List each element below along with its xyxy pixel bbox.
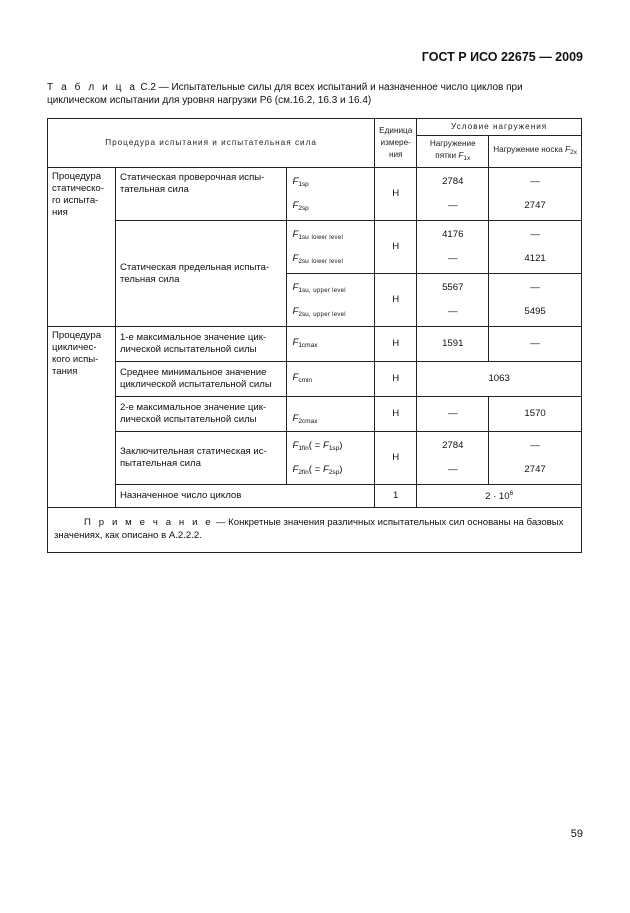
standard-header: ГОСТ Р ИСО 22675 — 2009	[421, 50, 583, 64]
row-cmin-label: Среднее минимальное значение циклической испытательной силы	[115, 362, 286, 397]
row-ult-upper-toe: — 5495	[489, 274, 582, 327]
row-final-unit: Н	[375, 432, 417, 485]
table-row	[48, 362, 582, 397]
header-condition: Условие нагружения	[417, 119, 582, 136]
row-proof-heel: 2784 —	[417, 168, 489, 221]
table-row	[48, 221, 582, 274]
row-cmax2-toe: 1570	[489, 397, 582, 432]
row-cmax1-toe: —	[489, 327, 582, 362]
header-unit: Единица измере-ния	[375, 119, 417, 168]
row-proof-toe: — 2747	[489, 168, 582, 221]
row-ultimate-label: Статическая предельная испыта-тельная сила	[115, 221, 286, 327]
row-cmax2-symbol: $F_{2cmax}$	[287, 397, 375, 432]
table-header-row	[48, 119, 582, 136]
row-ult-lower-heel: 4176 —	[417, 221, 489, 274]
table-row	[48, 168, 582, 221]
table-row	[48, 397, 582, 432]
row-cycles-value: $2 \cdot 10^6$	[417, 485, 582, 508]
header-heel: Нагружение пятки $F_{1x}$	[417, 136, 489, 168]
table-row	[48, 432, 582, 485]
row-ult-upper-symbols: $F_{1su,}$ $_{upper level}$ $F_{2su,}$ $_{upper level}$	[287, 274, 375, 327]
table-caption	[47, 81, 582, 107]
page-number: 59	[570, 828, 583, 840]
row-final-heel: 2784 —	[417, 432, 489, 485]
caption-text: — Испытательные силы для всех испытаний и назначенное число циклов при циклическом испытании для уровня нагрузки Р6 (см.16.2, 16.3 и 16.4)	[47, 82, 523, 106]
header-toe: Нагружение носка $F_{2x}$	[489, 136, 582, 168]
row-cmin-unit: Н	[375, 362, 417, 397]
row-cycles-unit: 1	[375, 485, 417, 508]
row-cmax2-unit: Н	[375, 397, 417, 432]
row-cmax2-heel: —	[417, 397, 489, 432]
note-text: — Конкретные значения различных испытательных сил основаны на базовых значениях, как описано в А.2.2.2.	[54, 517, 564, 541]
row-cmin-symbol: $F_{cmin}$	[287, 362, 375, 397]
caption-number: С.2	[140, 82, 156, 93]
row-ult-lower-symbols: $F_{1su}$ $_{lower level}$ $F_{2su}$ $_{lower level}$	[287, 221, 375, 274]
static-group-label: Процедура статическо-го испыта-ния	[48, 168, 116, 327]
row-cmax1-heel: 1591	[417, 327, 489, 362]
row-proof-unit: Н	[375, 168, 417, 221]
row-ult-upper-unit: Н	[375, 274, 417, 327]
table-note-row	[48, 508, 582, 553]
table-note	[48, 508, 582, 553]
row-cmax1-label: 1-е максимальное значение цик-лической испытательной силы	[115, 327, 286, 362]
row-ult-lower-toe: — 4121	[489, 221, 582, 274]
row-ult-upper-heel: 5567 —	[417, 274, 489, 327]
row-proof-label: Статическая проверочная испы-тательная сила	[115, 168, 286, 221]
row-final-label: Заключительная статическая ис-пытательная сила	[115, 432, 286, 485]
header-procedure: Процедура испытания и испытательная сила	[48, 119, 375, 168]
caption-label: Т а б л и ц а	[47, 82, 138, 93]
row-final-symbols: $F_{1fin}( = F_{1sp})$ $F_{2fin}( = F_{2sp})$	[287, 432, 375, 485]
row-cmax2-label: 2-е максимальное значение цик-лической испытательной силы	[115, 397, 286, 432]
row-cmin-value: 1063	[417, 362, 582, 397]
note-label: П р и м е ч а н и е	[84, 517, 214, 528]
table-row	[48, 485, 582, 508]
row-cmax1-unit: Н	[375, 327, 417, 362]
row-ult-lower-unit: Н	[375, 221, 417, 274]
row-final-toe: — 2747	[489, 432, 582, 485]
row-proof-symbols: $F_{1sp}$ $F_{2sp}$	[287, 168, 375, 221]
cyclic-group-label: Процедура цикличес-кого испы-тания	[48, 327, 116, 508]
table-row	[48, 327, 582, 362]
row-cmax1-symbol: $F_{1cmax}$	[287, 327, 375, 362]
row-cycles-label: Назначенное число циклов	[115, 485, 374, 508]
test-forces-table	[47, 118, 582, 553]
